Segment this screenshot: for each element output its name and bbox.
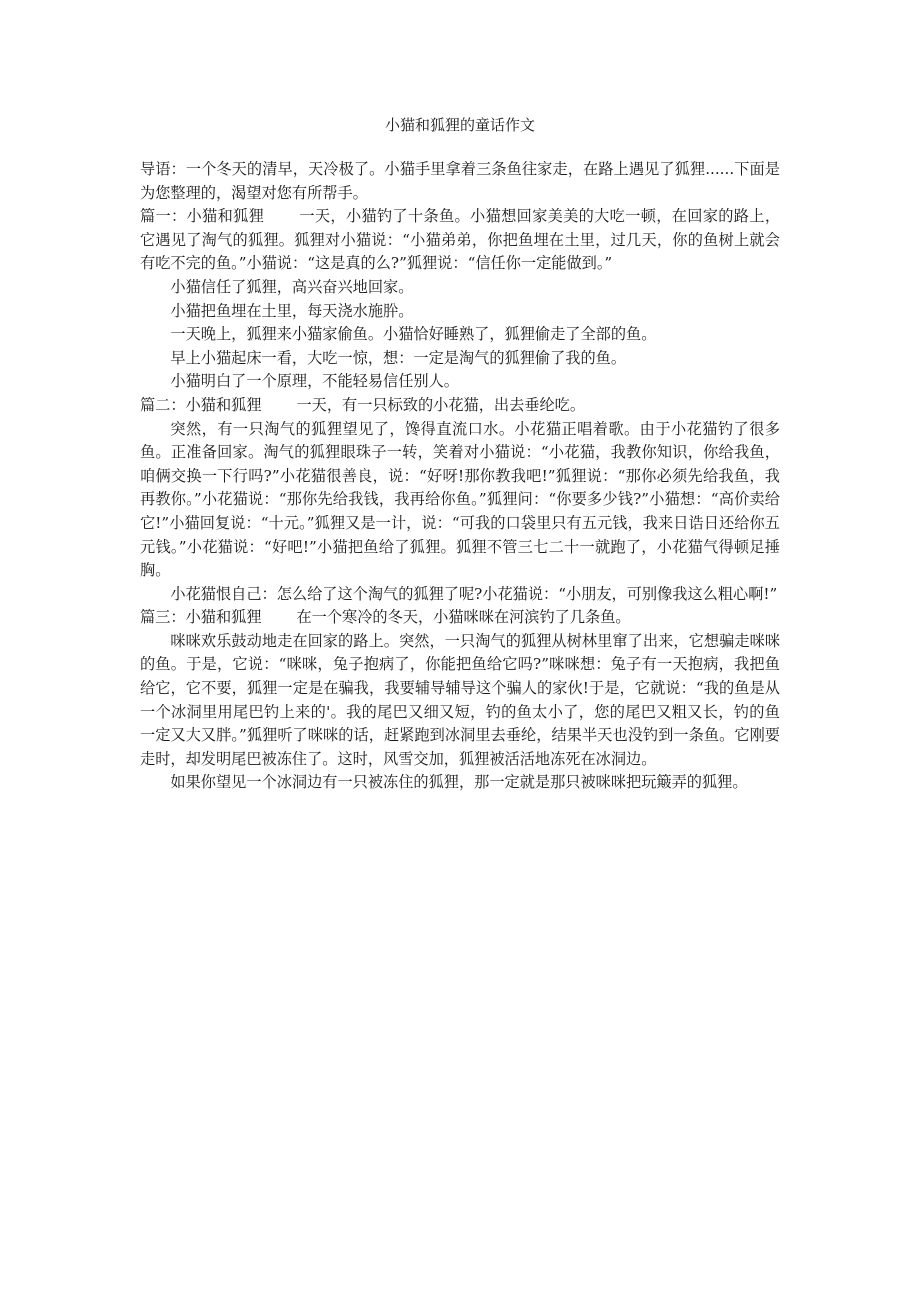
part3-heading: 篇三：小猫和狐狸 xyxy=(140,608,262,627)
part1-lead-paragraph xyxy=(140,205,780,276)
part1-paragraph: 小猫明白了一个原理，不能轻易信任别人。 xyxy=(170,372,459,391)
part2-lead-paragraph xyxy=(140,394,780,418)
document-title: 小猫和狐狸的童话作文 xyxy=(384,116,535,134)
part1-paragraph: 小猫信任了狐狸，高兴奋兴地回家。 xyxy=(170,277,414,296)
document-body xyxy=(140,158,780,795)
intro-paragraph: 导语：一个冬天的清早，天冷极了。小猫手里拿着三条鱼往家走，在路上遇见了狐狸......下面是为您整理的，渴望对您有所帮手。 xyxy=(140,160,780,202)
part1-paragraph: 小猫把鱼埋在土里，每天浇水施肸。 xyxy=(170,301,414,320)
part2-paragraph: 突然，有一只淘气的狐狸望见了，馋得直流口水。小花猫正唱着歌。由于小花猫钓了很多鱼。正准备回家。淘气的狐狸眼珠子一转，笑着对小猫说：“小花猫，我教你知识，你给我鱼，咱俩交换一下行吗?”小花猫很善良，说：“好呀!那你教我吧!”狐狸说：“那你必须先给我鱼，我再教你。”小花猫说：“那你先给我钱，我再给你鱼。”狐狸问：“你要多少钱?”小猫想：“高价卖给它!”小猫回复说：“十元。”狐狸又是一计，说：“可我的口袋里只有五元钱，我来日诰日还给你五元钱。”小花猫说：“好吧!”小猫把鱼给了狐狸。狐狸不管三七二十一就跑了，小花猫气得顿足捶胸。 xyxy=(140,419,780,580)
part1-lead: 一天，小猫钓了十条鱼。小猫想回家美美的大吃一顿，在回家的路上，它遇见了淘气的狐狸。狐狸对小猫说：“小猫弟弟，你把鱼埋在土里，过几天，你的鱼树上就会有吃不完的鱼。”小猫说：“这是真的么?”狐狸说：“信任你一定能做到。” xyxy=(140,207,781,273)
part2-lead: 一天，有一只标致的小花猫，出去垂纶吃。 xyxy=(296,395,586,414)
part3-paragraph: 如果你望见一个冰洞边有一只被冻住的狐狸，那一定就是那只被咪咪把玩簸弄的狐狸。 xyxy=(170,773,748,792)
part1-paragraph: 早上小猫起床一看，大吃一惊，想：一定是淘气的狐狸偷了我的鱼。 xyxy=(170,348,627,367)
part3-lead-paragraph xyxy=(140,606,780,630)
part3-paragraph: 咪咪欢乐鼓动地走在回家的路上。突然，一只淘气的狐狸从树林里窜了出来，它想骗走咪咪的鱼。于是，它说：“咪咪，兔子抱病了，你能把鱼给它吗?”咪咪想：兔子有一天抱病，我把鱼给它，它不要，狐狸一定是在骗我，我要辅导辅导这个骗人的家伙!于是，它就说：“我的鱼是从一个冰洞里用尾巴钓上来的'。我的尾巴又细又短，钓的鱼太小了，您的尾巴又粗又长，钓的鱼一定又大又胖。”狐狸听了咪咪的话，赶紧跑到冰洞里去垂纶，结果半天也没钓到一条鱼。它刚要走时，却发明尾巴被冻住了。这时，风雪交加，狐狸被活活地冻死在冰洞边。 xyxy=(140,631,780,768)
part2-paragraph: 小花猫恨自己：怎么给了这个淘气的狐狸了呢?小花猫说：“小朋友，可别像我这么粗心啊!” xyxy=(170,584,778,603)
part2-heading: 篇二：小猫和狐狸 xyxy=(140,395,262,414)
part1-heading: 篇一：小猫和狐狸 xyxy=(140,207,265,226)
part3-lead: 在一个寒冷的冬天，小猫咪咪在河滨钓了几条鱼。 xyxy=(296,608,631,627)
part1-paragraph: 一天晚上，狐狸来小猫家偷鱼。小猫恰好睡熟了，狐狸偷走了全部的鱼。 xyxy=(170,325,657,344)
